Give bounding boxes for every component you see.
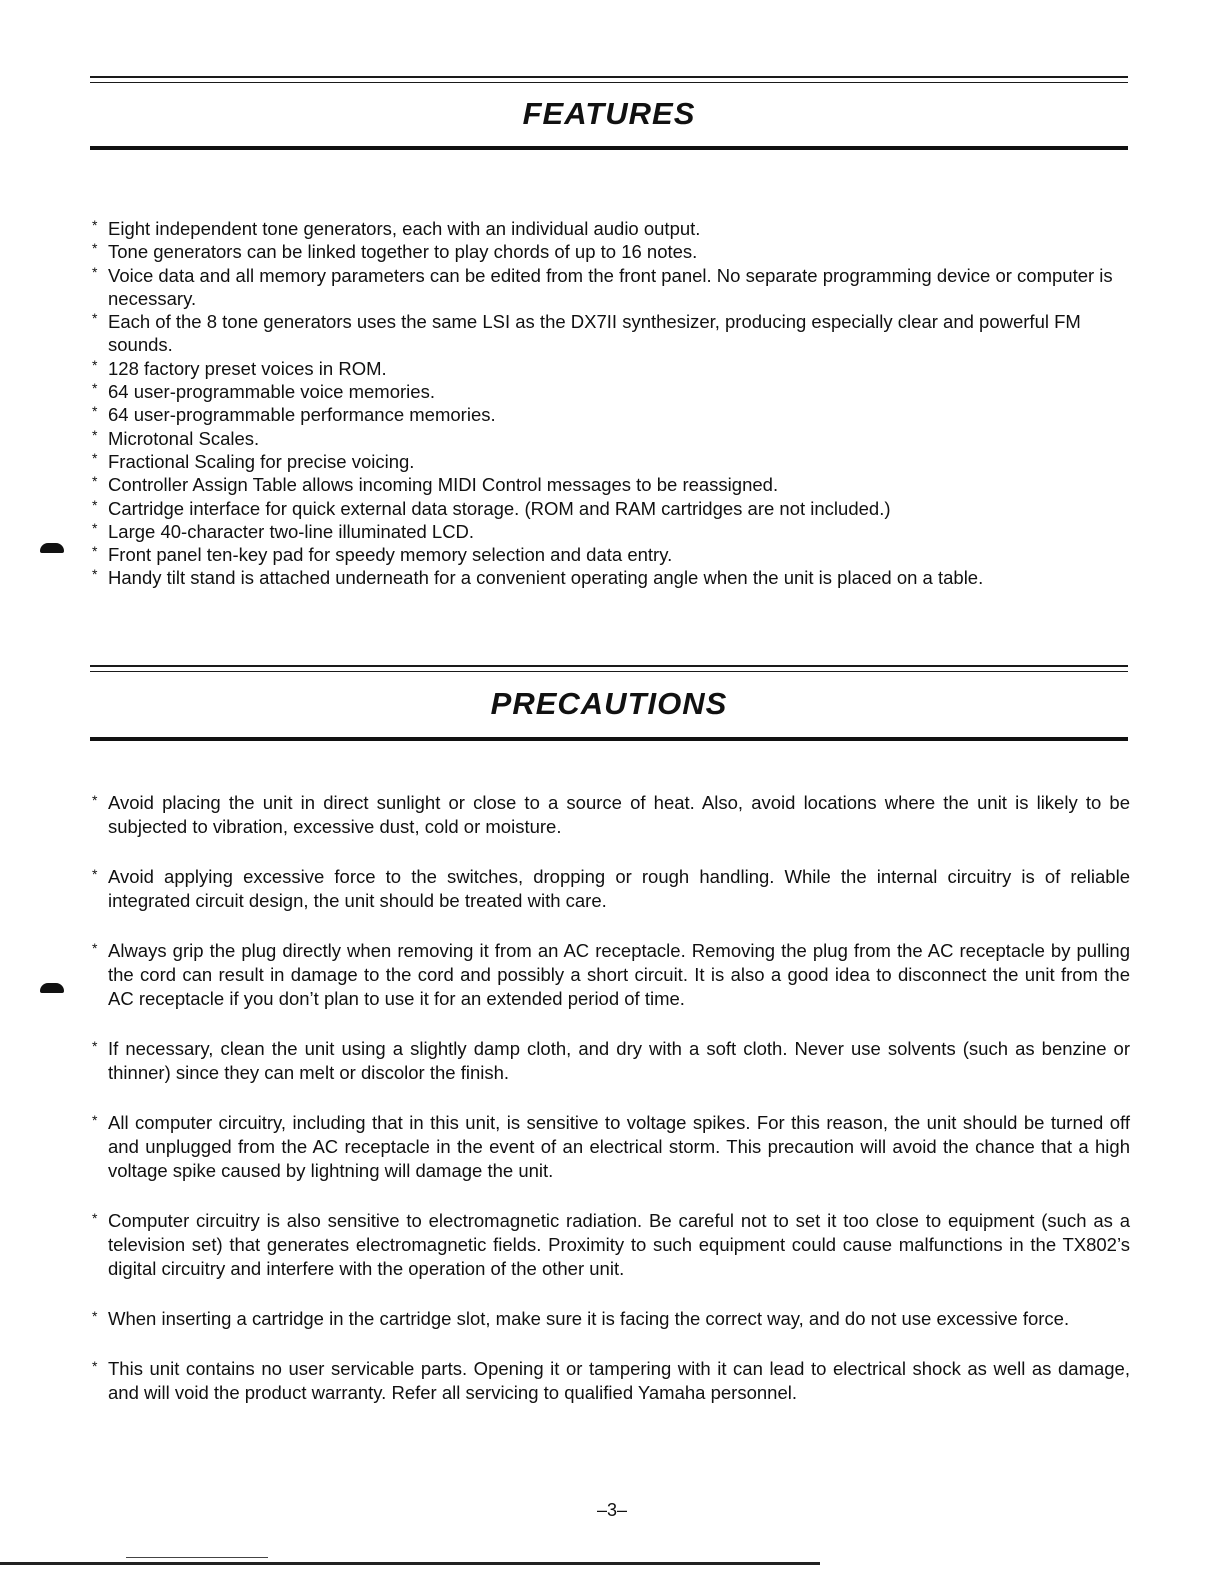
list-item [90, 1111, 1130, 1183]
features-top-rule [90, 76, 1128, 83]
feature-text: Controller Assign Table allows incoming MIDI Control messages to be reassigned. [108, 474, 779, 496]
page-number: –3– [596, 1500, 628, 1520]
feature-text: Front panel ten-key pad for speedy memory selection and data entry. [108, 544, 673, 566]
list-item [90, 520, 1130, 543]
bullet: * [92, 543, 98, 560]
feature-text: Each of the 8 tone generators uses the same LSI as the DX7II synthesizer, producing especially clear and powerful FM sounds. [108, 311, 1081, 356]
features-bottom-rule [90, 146, 1128, 150]
list-item [90, 473, 1130, 496]
list-item [90, 450, 1130, 473]
precaution-text: If necessary, clean the unit using a slightly damp cloth, and dry with a soft cloth. Never use solvents (such as benzine or thinner) since they can melt or discolor the finish. [108, 1038, 1130, 1083]
feature-text: Large 40-character two-line illuminated LCD. [108, 520, 475, 542]
precautions-top-rule [90, 665, 1128, 672]
bullet: * [92, 1308, 98, 1324]
bullet: * [92, 426, 98, 443]
list-item [90, 865, 1130, 913]
precaution-text: Computer circuitry is also sensitive to electromagnetic radiation. Be careful not to set it too close to equipment (such as a television set) that generates electromagnetic fields. Proximity to such equipment could cause malfunctions in the TX802’s digital circuitry and interfere with the operation of the other unit. [108, 1210, 1130, 1279]
list-item [90, 1357, 1130, 1405]
list-item [90, 1037, 1130, 1085]
bullet: * [92, 473, 98, 490]
list-item [90, 240, 1130, 263]
bottom-edge-line [0, 1562, 820, 1565]
bullet: * [92, 263, 98, 280]
feature-text: Handy tilt stand is attached underneath for a convenient operating angle when the unit is placed on a table. [108, 567, 984, 589]
feature-text: Fractional Scaling for precise voicing. [108, 450, 415, 472]
list-item [90, 543, 1130, 566]
bullet: * [92, 449, 98, 466]
list-item [90, 566, 1130, 589]
precaution-text: Avoid placing the unit in direct sunlight or close to a source of heat. Also, avoid locations where the unit is likely to be subjected to vibration, excessive dust, cold or moisture. [108, 792, 1130, 837]
bullet: * [92, 866, 98, 882]
precaution-text: Avoid applying excessive force to the switches, dropping or rough handling. While the internal circuitry is of reliable integrated circuit design, the unit should be treated with care. [108, 866, 1130, 911]
precaution-text: Always grip the plug directly when removing it from an AC receptacle. Removing the plug from the AC receptacle by pulling the cord can result in damage to the cord and possibly a short circuit. It is also a good idea to disconnect the unit from the AC receptacle if you don’t plan to use it for an extended period of time. [108, 940, 1130, 1009]
feature-text: Microtonal Scales. [108, 427, 260, 449]
bullet: * [92, 792, 98, 808]
bullet: * [92, 519, 98, 536]
list-item [90, 1307, 1130, 1331]
feature-text: Voice data and all memory parameters can be edited from the front panel. No separate programming device or computer is necessary. [108, 264, 1113, 309]
features-list [90, 217, 1130, 590]
bullet: * [92, 240, 98, 257]
precautions-bottom-rule [90, 737, 1128, 741]
bullet: * [92, 566, 98, 583]
bullet: * [92, 940, 98, 956]
bullet: * [92, 1112, 98, 1128]
precautions-list [90, 791, 1130, 1431]
list-item [90, 791, 1130, 839]
bullet: * [92, 310, 98, 327]
list-item [90, 497, 1130, 520]
bullet: * [92, 1358, 98, 1374]
precaution-text: All computer circuitry, including that in this unit, is sensitive to voltage spikes. For this reason, the unit should be turned off and unplugged from the AC receptacle in the event of an electrical storm. This precaution will avoid the chance that a high voltage spike caused by lightning will damage the unit. [108, 1112, 1130, 1181]
binder-mark-bottom [40, 983, 64, 993]
list-item [90, 939, 1130, 1011]
bullet: * [92, 1038, 98, 1054]
list-item [90, 264, 1130, 311]
list-item [90, 427, 1130, 450]
feature-text: Tone generators can be linked together to play chords of up to 16 notes. [108, 241, 698, 263]
bullet: * [92, 1210, 98, 1226]
feature-text: Eight independent tone generators, each with an individual audio output. [108, 218, 701, 239]
bullet: * [92, 380, 98, 397]
precaution-text: This unit contains no user servicable parts. Opening it or tampering with it can lead to electrical shock as well as damage, and will void the product warranty. Refer all servicing to qualified Yamaha personnel. [108, 1358, 1130, 1403]
bullet: * [92, 217, 98, 233]
bullet: * [92, 356, 98, 373]
precaution-text: When inserting a cartridge in the cartridge slot, make sure it is facing the correct way, and do not use excessive force. [108, 1308, 1070, 1329]
list-item [90, 217, 1130, 240]
bullet: * [92, 496, 98, 513]
list-item [90, 310, 1130, 357]
binder-mark-top [40, 543, 64, 553]
bottom-edge-line-short [126, 1557, 268, 1558]
feature-text: 64 user-programmable voice memories. [108, 381, 435, 403]
list-item [90, 380, 1130, 403]
list-item [90, 1209, 1130, 1281]
list-item [90, 357, 1130, 380]
feature-text: 64 user-programmable performance memories. [108, 404, 496, 426]
feature-text: 128 factory preset voices in ROM. [108, 357, 387, 379]
bullet: * [92, 403, 98, 420]
list-item [90, 403, 1130, 426]
precautions-title: PRECAUTIONS [490, 686, 728, 721]
feature-text: Cartridge interface for quick external data storage. (ROM and RAM cartridges are not included.) [108, 497, 891, 519]
features-title: FEATURES [522, 96, 696, 131]
